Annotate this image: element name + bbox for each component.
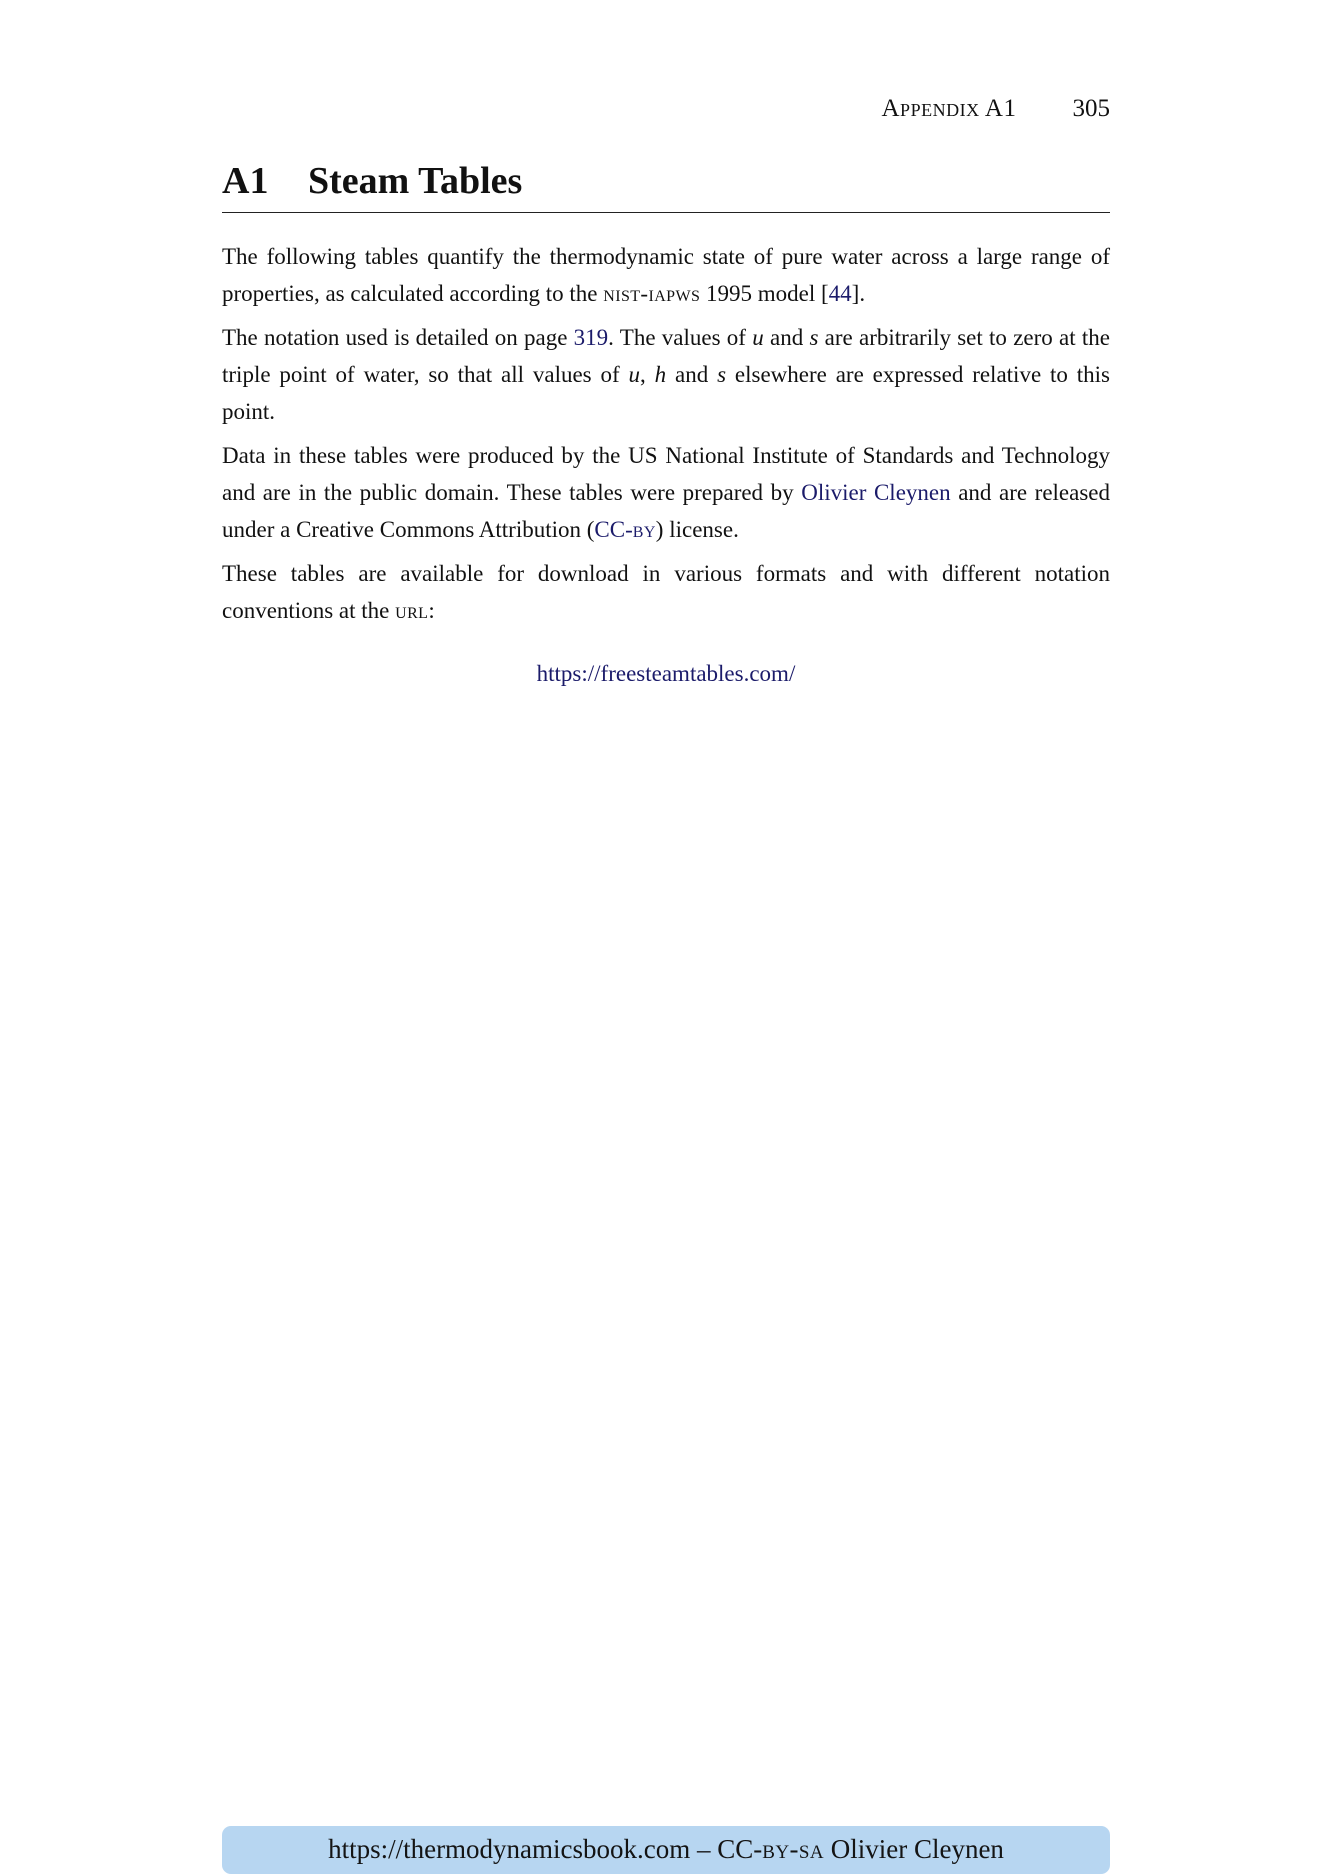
body-text <box>222 238 1110 699</box>
paragraph-download <box>222 555 1110 629</box>
text-run: , <box>640 362 655 387</box>
running-head-section: Appendix A1 <box>881 95 1017 122</box>
chapter-title <box>222 156 1110 213</box>
footer-author: Olivier Cleynen <box>823 1834 1004 1864</box>
text-run: These tables are available for download in various formats and with different notation conventions at the <box>222 561 1110 623</box>
text-run: The following tables quantify the thermodynamic state of pure water across a large range of properties, as calculated according to the <box>222 244 1110 306</box>
paragraph-intro <box>222 238 1110 312</box>
page-reference-link[interactable]: 319 <box>573 325 609 350</box>
text-run: and <box>666 362 718 387</box>
variable-s: s <box>717 362 727 387</box>
text-run: are arbitrarily set to zero at the triple point of water, so that all values of <box>222 325 1110 387</box>
text-run: 1995 model [ <box>700 281 829 306</box>
running-head <box>222 94 1110 124</box>
chapter-number: A1 <box>222 160 269 202</box>
footer-license: by-sa <box>762 1834 824 1864</box>
license-link[interactable] <box>594 517 655 542</box>
text-run: The notation used is detailed on page <box>222 325 574 350</box>
footer-text: https://thermodynamicsbook.com – CC- <box>328 1834 763 1864</box>
chapter-title-text: Steam Tables <box>308 160 523 202</box>
variable-h: h <box>654 362 667 387</box>
paragraph-data-source <box>222 437 1110 548</box>
license-link-text: by <box>632 517 656 542</box>
text-run: ]. <box>851 281 866 306</box>
paragraph-notation <box>222 319 1110 430</box>
license-link-text: CC- <box>594 517 633 542</box>
author-link[interactable]: Olivier Cleynen <box>801 480 951 505</box>
url-paragraph <box>222 655 1110 692</box>
text-run: : <box>428 598 435 623</box>
text-run: Data in these tables were produced by the US National Institute of Standards and Technology and are in the public domain. These tables were prepared by <box>222 443 1110 505</box>
citation-link[interactable]: 44 <box>828 281 852 306</box>
text-run: . The values of <box>608 325 753 350</box>
model-name: nist-iapws <box>603 281 701 306</box>
variable-s: s <box>809 325 819 350</box>
variable-u: u <box>628 362 641 387</box>
variable-u: u <box>752 325 764 350</box>
text-run: and <box>763 325 810 350</box>
page-number: 305 <box>1072 95 1110 122</box>
text-run: and are released under a Creative Commons Attribution ( <box>222 480 1111 542</box>
footer-banner[interactable] <box>222 1826 1110 1874</box>
steam-tables-url-link[interactable]: https://freesteamtables.com/ <box>536 661 796 686</box>
text-run: ) license. <box>655 517 739 542</box>
url-abbreviation: url <box>395 598 429 623</box>
text-run: elsewhere are expressed relative to this point. <box>222 362 1110 424</box>
